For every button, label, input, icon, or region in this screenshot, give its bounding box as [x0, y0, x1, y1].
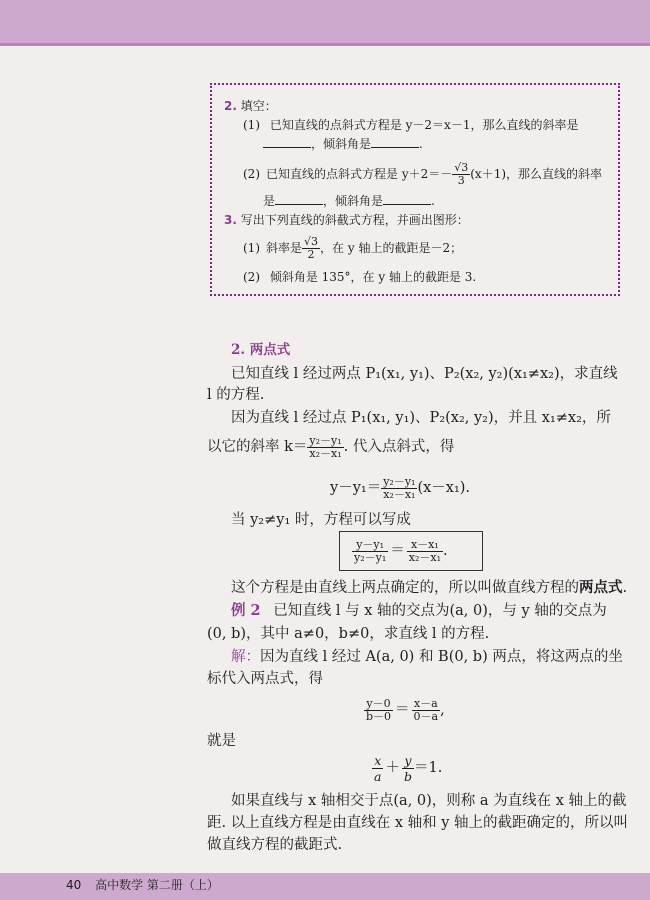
- exercise-2-1-blanks: [263, 137, 423, 151]
- fraction: [352, 539, 388, 564]
- item-text: ，倾斜角是: [323, 194, 384, 208]
- answer-blank: [371, 137, 419, 148]
- fraction: [372, 753, 383, 784]
- item-text: (x＋1)，那么直线的斜率: [470, 167, 603, 181]
- item-label: (2): [243, 270, 260, 284]
- fraction-denominator: a: [374, 768, 382, 784]
- exercise-2: [224, 99, 277, 113]
- fraction-numerator: √3: [454, 160, 469, 174]
- top-header-bar: [0, 0, 650, 43]
- fraction-numerator: y: [402, 753, 414, 769]
- fraction: [302, 236, 320, 261]
- page-footer: [66, 876, 219, 893]
- fraction-denominator: b: [403, 768, 412, 784]
- answer-blank: [383, 194, 431, 205]
- fraction: [402, 753, 414, 784]
- item-text: 斜率是: [266, 241, 303, 255]
- paragraph-text: .: [622, 580, 628, 596]
- exercise-3-1: [243, 234, 462, 262]
- item-text: 已知直线的点斜式方程是 y－2＝x－1，那么直线的斜率是: [269, 118, 579, 132]
- paragraph: (0, b)，其中 a≠0，b≠0，求直线 l 的方程.: [207, 626, 490, 642]
- exercise-3-2: [243, 270, 476, 284]
- paragraph-text: 已知直线 l 与 x 轴的交点为(a, 0)，与 y 轴的交点为: [273, 603, 607, 619]
- fraction: [412, 698, 441, 723]
- fraction-denominator: y₂－y₁: [354, 550, 387, 564]
- paragraph: 已知直线 l 经过两点 P₁(x₁, y₁)、P₂(x₂, y₂)(x₁≠x₂)，求直线: [231, 366, 618, 382]
- item-text: 已知直线的点斜式方程是 y＋2＝－: [266, 167, 453, 181]
- equation-text: .: [442, 543, 448, 559]
- exercise-2-2: [243, 160, 602, 188]
- equation-text: ＝1.: [413, 760, 443, 776]
- fraction-numerator: y₂－y₁: [383, 474, 416, 488]
- paragraph-text: 因为直线 l 经过 A(a, 0) 和 B(0, b) 两点，将这两点的坐: [260, 649, 623, 665]
- fraction-denominator: b－0: [366, 709, 392, 723]
- paragraph: 当 y₂≠y₁ 时，方程可以写成: [231, 512, 411, 528]
- paragraph: 如果直线与 x 轴相交于点(a, 0)，则称 a 为直线在 x 轴上的截: [231, 793, 627, 809]
- paragraph-text: . 代入点斜式，得: [343, 439, 455, 455]
- fraction-numerator: y－0: [364, 698, 393, 711]
- equation-text: ＝: [390, 543, 405, 559]
- fraction: [364, 698, 393, 723]
- equation-text: y－y₁＝: [330, 480, 382, 496]
- exercise-box: [210, 83, 620, 296]
- fraction-denominator: 3: [457, 173, 465, 187]
- equation-text: ＋: [385, 760, 400, 776]
- paragraph: l 的方程.: [207, 387, 265, 403]
- exercise-2-1: [243, 118, 578, 132]
- paragraph: 做直线方程的截距式.: [207, 837, 343, 853]
- paragraph: 标代入两点式，得: [207, 671, 323, 687]
- item-text: 是: [263, 194, 276, 208]
- fraction: [452, 162, 470, 187]
- exercise-title: 填空：: [240, 99, 277, 113]
- substitution-equation: [364, 694, 445, 726]
- paragraph-text: 这个方程是由直线上两点确定的，所以叫做直线方程的: [231, 580, 579, 596]
- slope-fraction: [307, 435, 343, 460]
- paragraph: 因为直线 l 经过点 P₁(x₁, y₁)、P₂(x₂, y₂)，并且 x₁≠x₂，所: [231, 410, 611, 426]
- exercise-2-2-blanks: [263, 194, 435, 208]
- fraction-denominator: 2: [307, 247, 315, 261]
- book-title: 高中数学 第二册（上）: [95, 878, 219, 892]
- intercept-equation: [372, 752, 442, 784]
- item-text: ，倾斜角是: [311, 137, 372, 151]
- paragraph-text: 以它的斜率 k＝: [207, 439, 308, 455]
- answer-blank: [263, 137, 311, 148]
- exercise-number: 2.: [224, 99, 237, 113]
- fraction-denominator: x₂－x₁: [408, 550, 441, 564]
- fraction-denominator: x₂－x₁: [309, 446, 342, 460]
- fraction-numerator: x－a: [412, 698, 441, 711]
- fraction-numerator: y－y₁: [352, 539, 388, 552]
- equation-text: ＝: [395, 702, 410, 718]
- equation-text: ,: [440, 702, 445, 718]
- item-label: (2): [243, 167, 260, 181]
- item-text: 倾斜角是 135°，在 y 轴上的截距是 3.: [269, 270, 477, 284]
- paragraph: 就是: [207, 733, 236, 749]
- answer-blank: [275, 194, 323, 205]
- fraction-numerator: √3: [304, 234, 319, 248]
- exercise-title: 写出下列直线的斜截式方程，并画出图形：: [240, 213, 469, 227]
- page-number: 40: [66, 878, 82, 892]
- header-rule: [0, 43, 650, 46]
- section-heading: 2. 两点式: [231, 342, 291, 358]
- exercise-3: [224, 213, 469, 227]
- solution-label: 解：: [231, 649, 260, 665]
- item-text: .: [431, 194, 435, 208]
- fraction-numerator: x－x₁: [407, 539, 443, 552]
- item-text: .: [419, 137, 423, 151]
- equation-text: (x－x₁).: [417, 480, 471, 496]
- solution: [231, 648, 623, 666]
- fraction: [381, 476, 417, 501]
- point-slope-equation: [330, 472, 470, 504]
- item-text: ，在 y 轴上的截距是－2；: [320, 241, 463, 255]
- fraction-numerator: y₂－y₁: [309, 433, 342, 447]
- example-label: 例 2: [231, 602, 261, 619]
- item-label: (1): [243, 241, 260, 255]
- two-point-formula: [352, 535, 448, 567]
- example-2: [231, 602, 607, 620]
- fraction-denominator: 0－a: [413, 709, 439, 723]
- fraction: [407, 539, 443, 564]
- item-label: (1): [243, 118, 260, 132]
- fraction-numerator: x: [372, 753, 383, 769]
- paragraph: 距. 以上直线方程是由直线在 x 轴和 y 轴上的截距确定的，所以叫: [207, 815, 629, 831]
- paragraph: [231, 579, 627, 597]
- fraction-denominator: x₂－x₁: [383, 487, 416, 501]
- key-term: 两点式: [579, 579, 623, 596]
- exercise-number: 3.: [224, 213, 237, 227]
- slope-line: [207, 431, 454, 463]
